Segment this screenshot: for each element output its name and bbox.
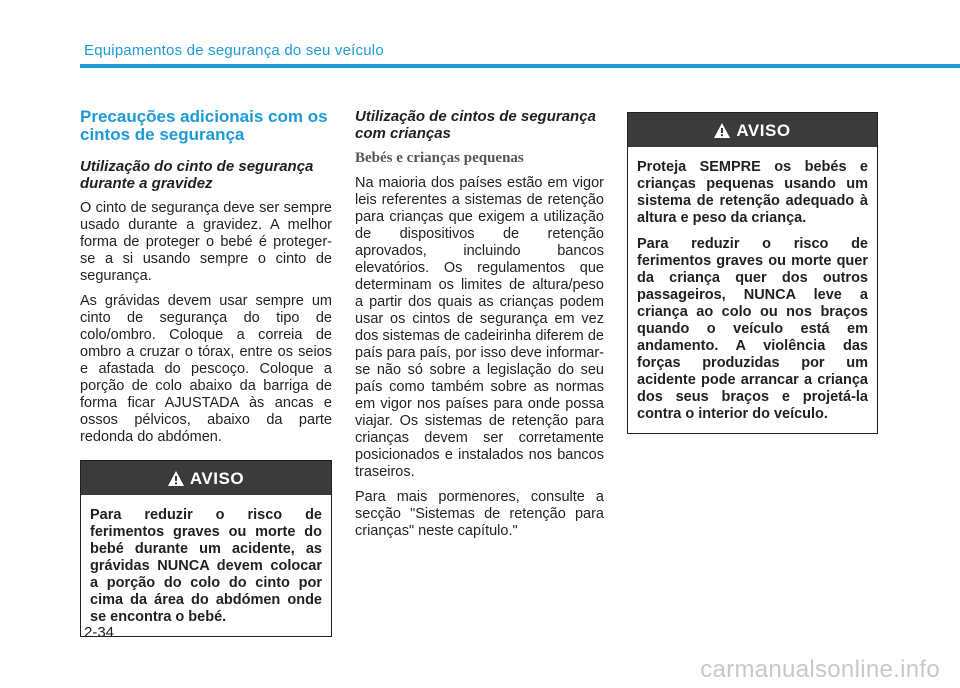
warning-label: AVISO	[736, 120, 791, 140]
warning-header	[628, 113, 877, 147]
subsection-title-pregnancy: Utilização do cinto de segurança durante a gravidez	[80, 158, 314, 192]
column-middle	[355, 108, 604, 548]
warning-triangle-icon	[168, 471, 184, 486]
chapter-title: Equipamentos de segurança do seu veículo	[84, 42, 384, 59]
warning-paragraph: Proteja SEMPRE os bebés e crianças pequenas usando um sistema de retenção adequado à altura e peso da criança.	[637, 159, 868, 226]
warning-header	[81, 461, 331, 495]
subheading-babies: Bebés e crianças pequenas	[355, 150, 524, 166]
warning-box-children	[627, 112, 878, 434]
section-title: Precauções adicionais com os cintos de segurança	[80, 107, 328, 144]
warning-box-pregnancy	[80, 460, 332, 637]
subsection-title-children: Utilização de cintos de segurança com crianças	[355, 108, 596, 142]
warning-paragraph: Para reduzir o risco de ferimentos graves ou morte quer da criança quer dos outros passageiros, NUNCA leve a criança ao colo ou nos braços quando o veículo está em andamento. A violência das forças produzidas por um acidente pode arrancar a criança dos seus braços e projetá-la contra o interior do veículo.	[637, 236, 868, 422]
warning-text: Para reduzir o risco de ferimentos graves ou morte do bebé durante um acidente, as grávidas NUNCA devem colocar a porção do colo do cinto por cima da área do abdómen onde se encontra o bebé.	[90, 507, 322, 625]
paragraph: As grávidas devem usar sempre um cinto de segurança do tipo de colo/ombro. Coloque a correia de ombro a cruzar o tórax, entre os seios e afastada do pescoço. Coloque a porção de colo abaixo da barriga de forma ficar AJUSTADA às ancas e ossos pélvicos, abaixo da parte redonda do abdómen.	[80, 293, 332, 445]
page-number: 2-34	[84, 624, 115, 641]
header-rule	[80, 64, 960, 68]
paragraph: O cinto de segurança deve ser sempre usado durante a gravidez. A melhor forma de proteger o bebé é proteger-se a si usando sempre o cinto de segurança.	[80, 200, 332, 284]
warning-label: AVISO	[189, 468, 245, 488]
column-left	[80, 108, 332, 637]
warning-triangle-icon	[714, 123, 730, 138]
paragraph: Para mais pormenores, consulte a secção "Sistemas de retenção para crianças" neste capítulo."	[355, 489, 604, 539]
warning-body	[628, 147, 877, 433]
watermark: carmanualsonline.info	[700, 656, 940, 683]
paragraph: Na maioria dos países estão em vigor leis referentes a sistemas de retenção para crianças que exigem a utilização de dispositivos de retenção aprovados, incluindo bancos elevatórios. Os regulamentos que determinam os limites de altura/peso a partir dos quais as crianças podem usar os cintos de segurança em vez dos sistemas de cadeirinha diferem de país para país, por isso deve informar-se não só sobre a legislação do seu país como também sobre as normas em vigor nos países para onde possa viajar. Os sistemas de retenção para crianças devem ser corretamente posicionados e instalados nos bancos traseiros.	[355, 175, 604, 480]
column-right	[627, 112, 878, 434]
